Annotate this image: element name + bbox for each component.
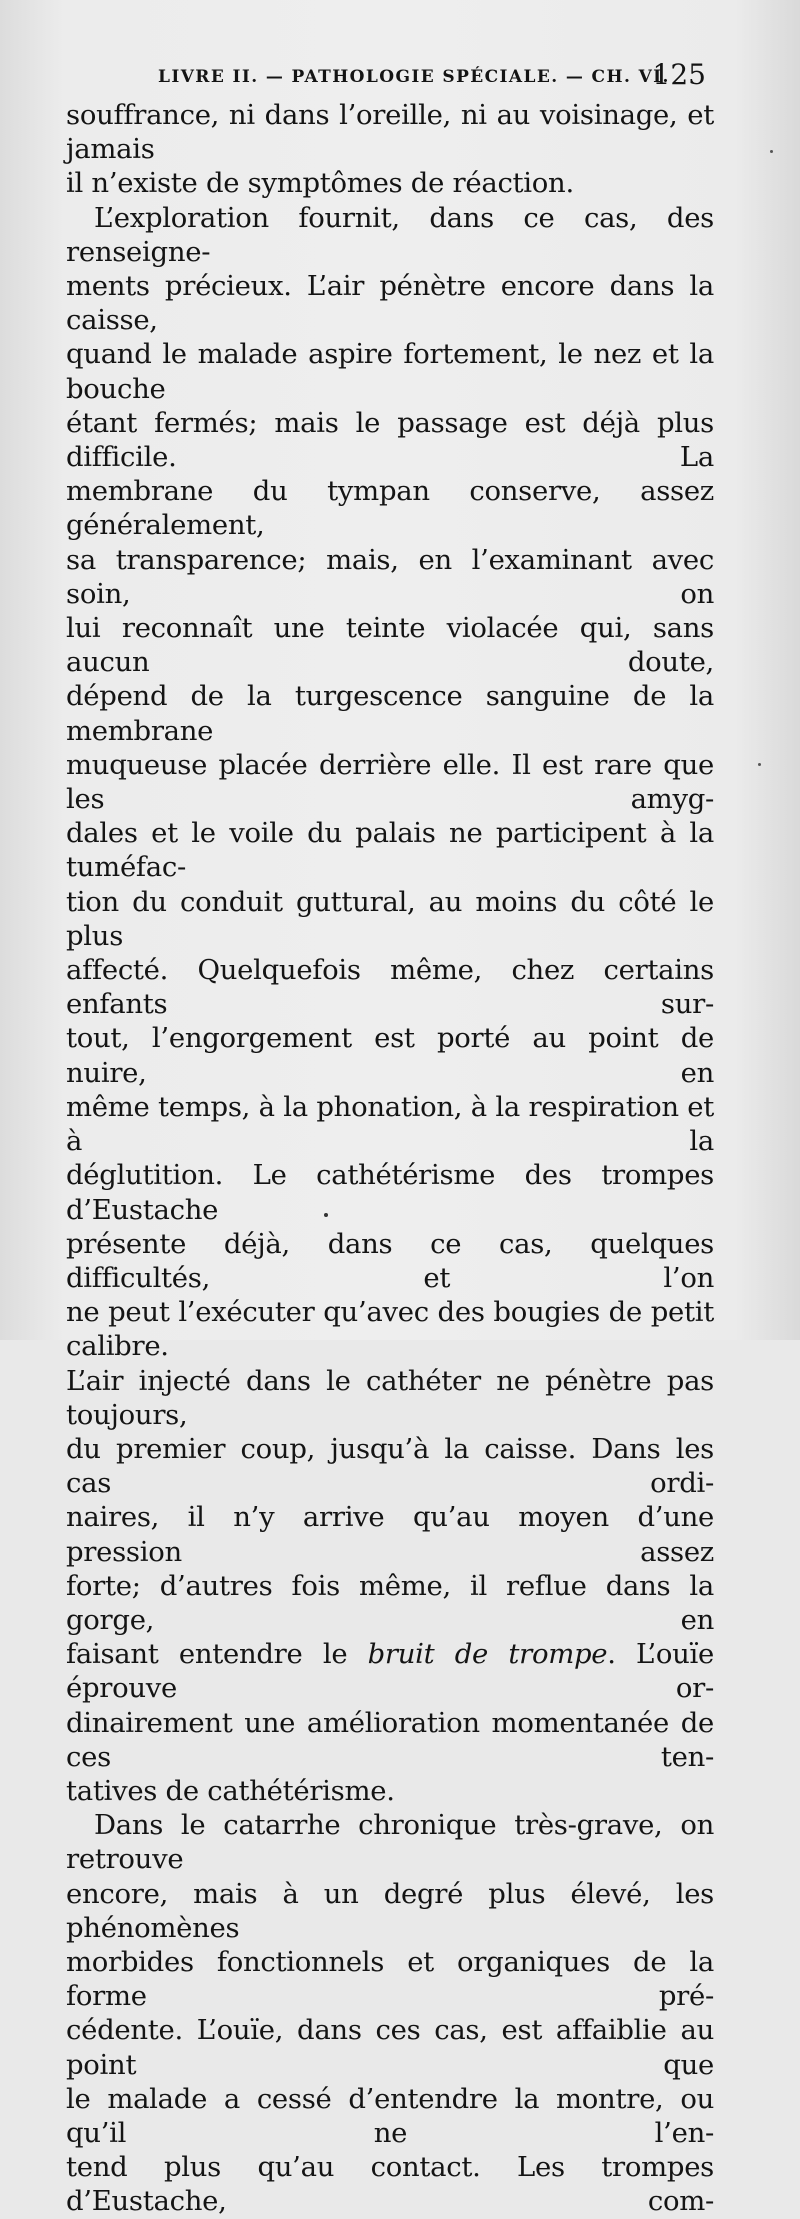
text-line: souffrance, ni dans l’oreille, ni au voisinage, et jamais: [66, 99, 714, 166]
text-line: affecté. Quelquefois même, chez certains enfants sur-: [66, 954, 714, 1021]
ink-speck: [324, 1213, 328, 1217]
text-line: tout, l’engorgement est porté au point de nuire, en: [66, 1022, 714, 1089]
text-line-with-italic: [66, 1637, 714, 1705]
body-text: [66, 98, 714, 2219]
text-line: sa transparence; mais, en l’examinant avec soin, on: [66, 543, 714, 610]
text-line: quand le malade aspire fortement, le nez et la bouche: [66, 338, 714, 405]
text-line: L’exploration fournit, dans ce cas, des renseigne-: [66, 201, 714, 268]
text-line: dépend de la turgescence sanguine de la membrane: [66, 680, 714, 747]
text-line: présente déjà, dans ce cas, quelques difficultés, et l’on: [66, 1227, 714, 1294]
text-line: ments précieux. L’air pénètre encore dans la caisse,: [66, 270, 714, 337]
text-line: naires, il n’y arrive qu’au moyen d’une pression assez: [66, 1501, 714, 1568]
text-line: même temps, à la phonation, à la respiration et à la: [66, 1090, 714, 1158]
text-line: membrane du tympan conserve, assez généralement,: [66, 475, 714, 542]
text-line: forte; d’autres fois même, il reflue dans la gorge, en: [66, 1569, 714, 1636]
text-line: le malade a cessé d’entendre la montre, ou qu’il ne l’en-: [66, 2082, 714, 2149]
paragraph-2: [66, 201, 714, 1809]
ink-speck: [770, 150, 773, 153]
text-line: Dans le catarrhe chronique très-grave, on retrouve: [66, 1809, 714, 1876]
text-line: muqueuse placée derrière elle. Il est rare que les amyg-: [66, 748, 714, 816]
text-line: ne peut l’exécuter qu’avec des bougies de petit calibre.: [66, 1296, 714, 1363]
text-line: il n’existe de symptômes de réaction.: [66, 167, 574, 200]
text-line: lui reconnaît une teinte violacée qui, sans aucun doute,: [66, 612, 714, 679]
paragraph-3: [66, 1808, 714, 2218]
text-line: dinairement une amélioration momentanée de ces ten-: [66, 1706, 714, 1773]
ink-speck: [758, 763, 761, 766]
italic-term: bruit de trompe: [367, 1638, 608, 1671]
text-line: L’air injecté dans le cathéter ne pénètre pas toujours,: [66, 1364, 714, 1431]
page-number: 125: [652, 58, 706, 91]
text-line: déglutition. Le cathétérisme des trompes d’Eustache: [66, 1159, 714, 1226]
page-header: [140, 58, 710, 96]
paragraph-1: [66, 98, 714, 201]
text-line: cédente. L’ouïe, dans ces cas, est affaiblie au point que: [66, 2014, 714, 2081]
line-end: . L’ouïe éprouve or-: [66, 1638, 714, 1705]
text-line: tend plus qu’au contact. Les trompes d’Eustache, com-: [66, 2151, 714, 2218]
text-line: tatives de cathétérisme.: [66, 1774, 395, 1807]
text-line: morbides fonctionnels et organiques de la forme pré-: [66, 1945, 714, 2013]
text-line: étant fermés; mais le passage est déjà plus difficile. La: [66, 406, 714, 474]
running-head: LIVRE II. — PATHOLOGIE SPÉCIALE. — CH. VI.: [158, 67, 670, 87]
text-line: dales et le voile du palais ne participent à la tuméfac-: [66, 817, 714, 884]
text-line: du premier coup, jusqu’à la caisse. Dans les cas ordi-: [66, 1432, 714, 1500]
text-line: tion du conduit guttural, au moins du côté le plus: [66, 885, 714, 952]
line-start: faisant entendre le: [66, 1638, 348, 1671]
text-line: encore, mais à un degré plus élevé, les phénomènes: [66, 1877, 714, 1944]
